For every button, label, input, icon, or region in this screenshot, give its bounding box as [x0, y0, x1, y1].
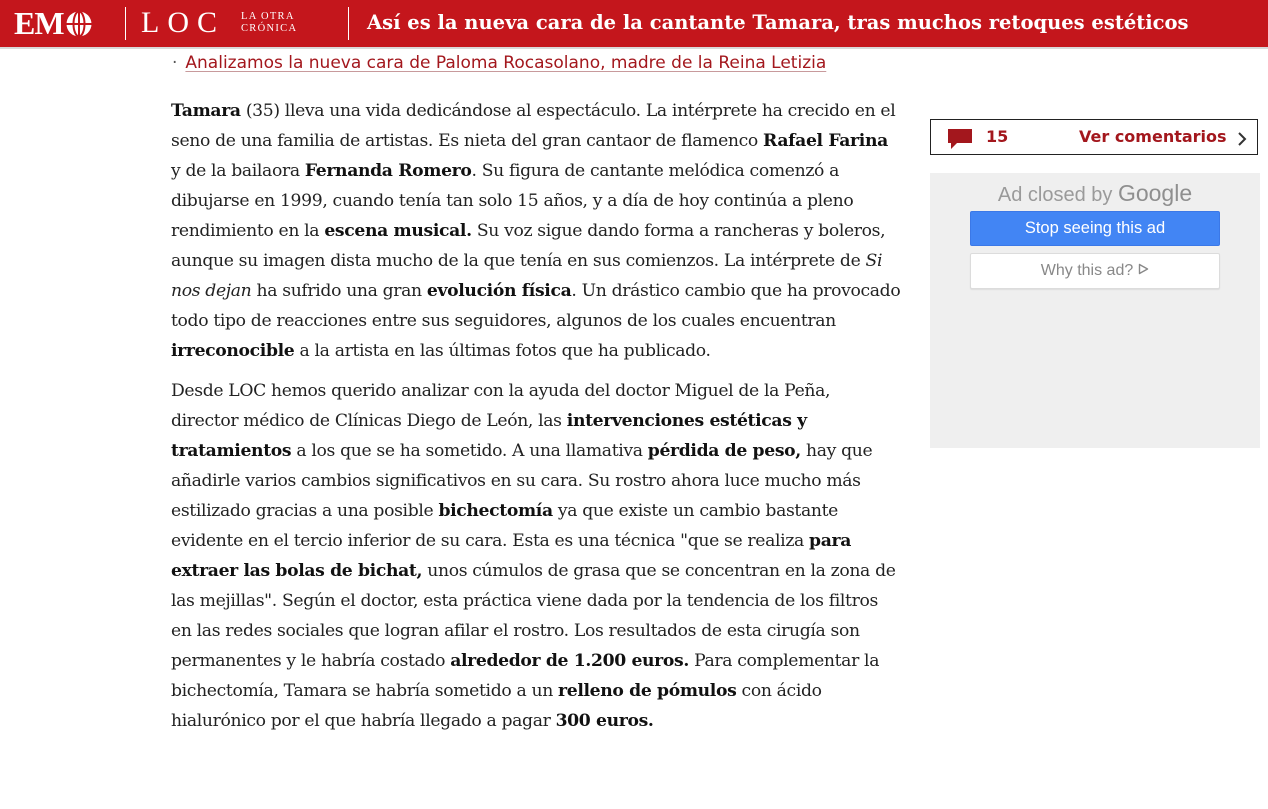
text-run: ha sufrido una gran — [251, 281, 427, 301]
text-run: . Su figura de cantante melódica comenzó a dibujarse en 1999, cuando tenía tan solo 15 años, y a día de hoy continúa a pleno rendimiento en la — [171, 161, 854, 241]
bold-text: escena musical. — [324, 221, 472, 241]
ad-closed-prefix: Ad closed by — [997, 184, 1118, 206]
google-wordmark: Google — [1117, 180, 1193, 206]
text-run: a los que se ha sometido. A una llamativa — [291, 441, 648, 461]
header-divider — [125, 7, 126, 40]
text-run: hay que añadirle varios cambios significativos en su cara. Su rostro ahora luce mucho más estilizado gracias a una posible — [171, 441, 873, 521]
ad-panel — [930, 173, 1260, 448]
loc-logo[interactable]: LOC — [141, 6, 225, 39]
ad-closed-message — [930, 180, 1260, 208]
article-title: Así es la nueva cara de la cantante Tamara, tras muchos retoques estéticos — [367, 11, 1189, 34]
bold-text: Fernanda Romero — [304, 161, 472, 181]
why-this-ad-label: Why this ad? — [1040, 262, 1134, 279]
bold-text: irreconocible — [171, 341, 295, 361]
text-run: ya que existe un cambio bastante evidente en el tercio inferior de su cara. Esta es una técnica "que se realiza — [171, 501, 838, 551]
italic-text: Si nos dejan — [171, 251, 883, 301]
loc-subtitle-line2: CRÓNICA — [241, 23, 298, 34]
chevron-right-icon — [1237, 131, 1247, 147]
view-comments-button[interactable] — [930, 119, 1258, 155]
bold-text: Tamara — [171, 101, 241, 121]
header-shadow — [0, 47, 1268, 49]
text-run: . Un drástico cambio que ha provocado todo tipo de reacciones entre sus seguidores, algunos de los cuales encuentran — [171, 281, 901, 331]
why-this-ad-button[interactable] — [970, 253, 1220, 289]
article-paragraph — [171, 376, 901, 736]
article-body — [171, 96, 901, 746]
bullet: · — [172, 53, 178, 73]
em-logo-text: EM — [14, 5, 64, 41]
text-run: y de la bailaora — [171, 161, 305, 181]
bold-text: pérdida de peso, — [647, 441, 801, 461]
adchoices-play-icon — [1138, 263, 1149, 275]
bold-text: alrededor de 1.200 euros. — [450, 651, 689, 671]
bold-text: evolución física — [426, 281, 572, 301]
related-article-link[interactable]: Analizamos la nueva cara de Paloma Rocasolano, madre de la Reina Letizia — [185, 53, 827, 73]
bold-text: 300 euros. — [555, 711, 654, 731]
text-run: con ácido hialurónico por el que habría llegado a pagar — [171, 681, 822, 731]
stop-seeing-ad-button[interactable]: Stop seeing this ad — [970, 211, 1220, 246]
related-article — [172, 51, 826, 75]
bold-text: Rafael Farina — [763, 131, 888, 151]
article-paragraph — [171, 96, 901, 366]
comments-count: 15 — [986, 127, 1009, 146]
text-run: Su voz sigue dando forma a rancheras y boleros, aunque su imagen dista mucho de la que tenía en sus comienzos. La intérprete de — [171, 221, 886, 271]
header-bar — [0, 0, 1268, 47]
view-comments-label: Ver comentarios — [1079, 127, 1227, 146]
loc-logo-subtitle — [241, 11, 297, 35]
header-divider — [348, 7, 349, 40]
text-run: unos cúmulos de grasa que se concentran en la zona de las mejillas". Según el doctor, esta práctica viene dada por la tendencia de los filtros en las redes sociales que logran afilar el rostro. Los resultados de esta cirugía son permanentes y le habría costado — [171, 561, 896, 671]
text-run: Para complementar la bichectomía, Tamara se habría sometido a un — [171, 651, 880, 701]
em-logo[interactable] — [14, 5, 93, 41]
loc-subtitle-line1: LA OTRA — [241, 11, 295, 22]
bold-text: relleno de pómulos — [558, 681, 737, 701]
bold-text: para extraer las bolas de bichat, — [171, 531, 851, 581]
bold-text: bichectomía — [438, 501, 553, 521]
globe-icon — [65, 10, 93, 38]
bold-text: intervenciones estéticas y tratamientos — [171, 411, 807, 461]
text-run: (35) lleva una vida dedicándose al espectáculo. La intérprete ha crecido en el seno de una familia de artistas. Es nieta del gran cantaor de flamenco — [171, 101, 896, 151]
text-run: a la artista en las últimas fotos que ha publicado. — [294, 341, 711, 361]
comment-bubble-icon — [947, 128, 973, 150]
text-run: Desde LOC hemos querido analizar con la ayuda del doctor Miguel de la Peña, director médico de Clínicas Diego de León, las — [171, 381, 831, 431]
